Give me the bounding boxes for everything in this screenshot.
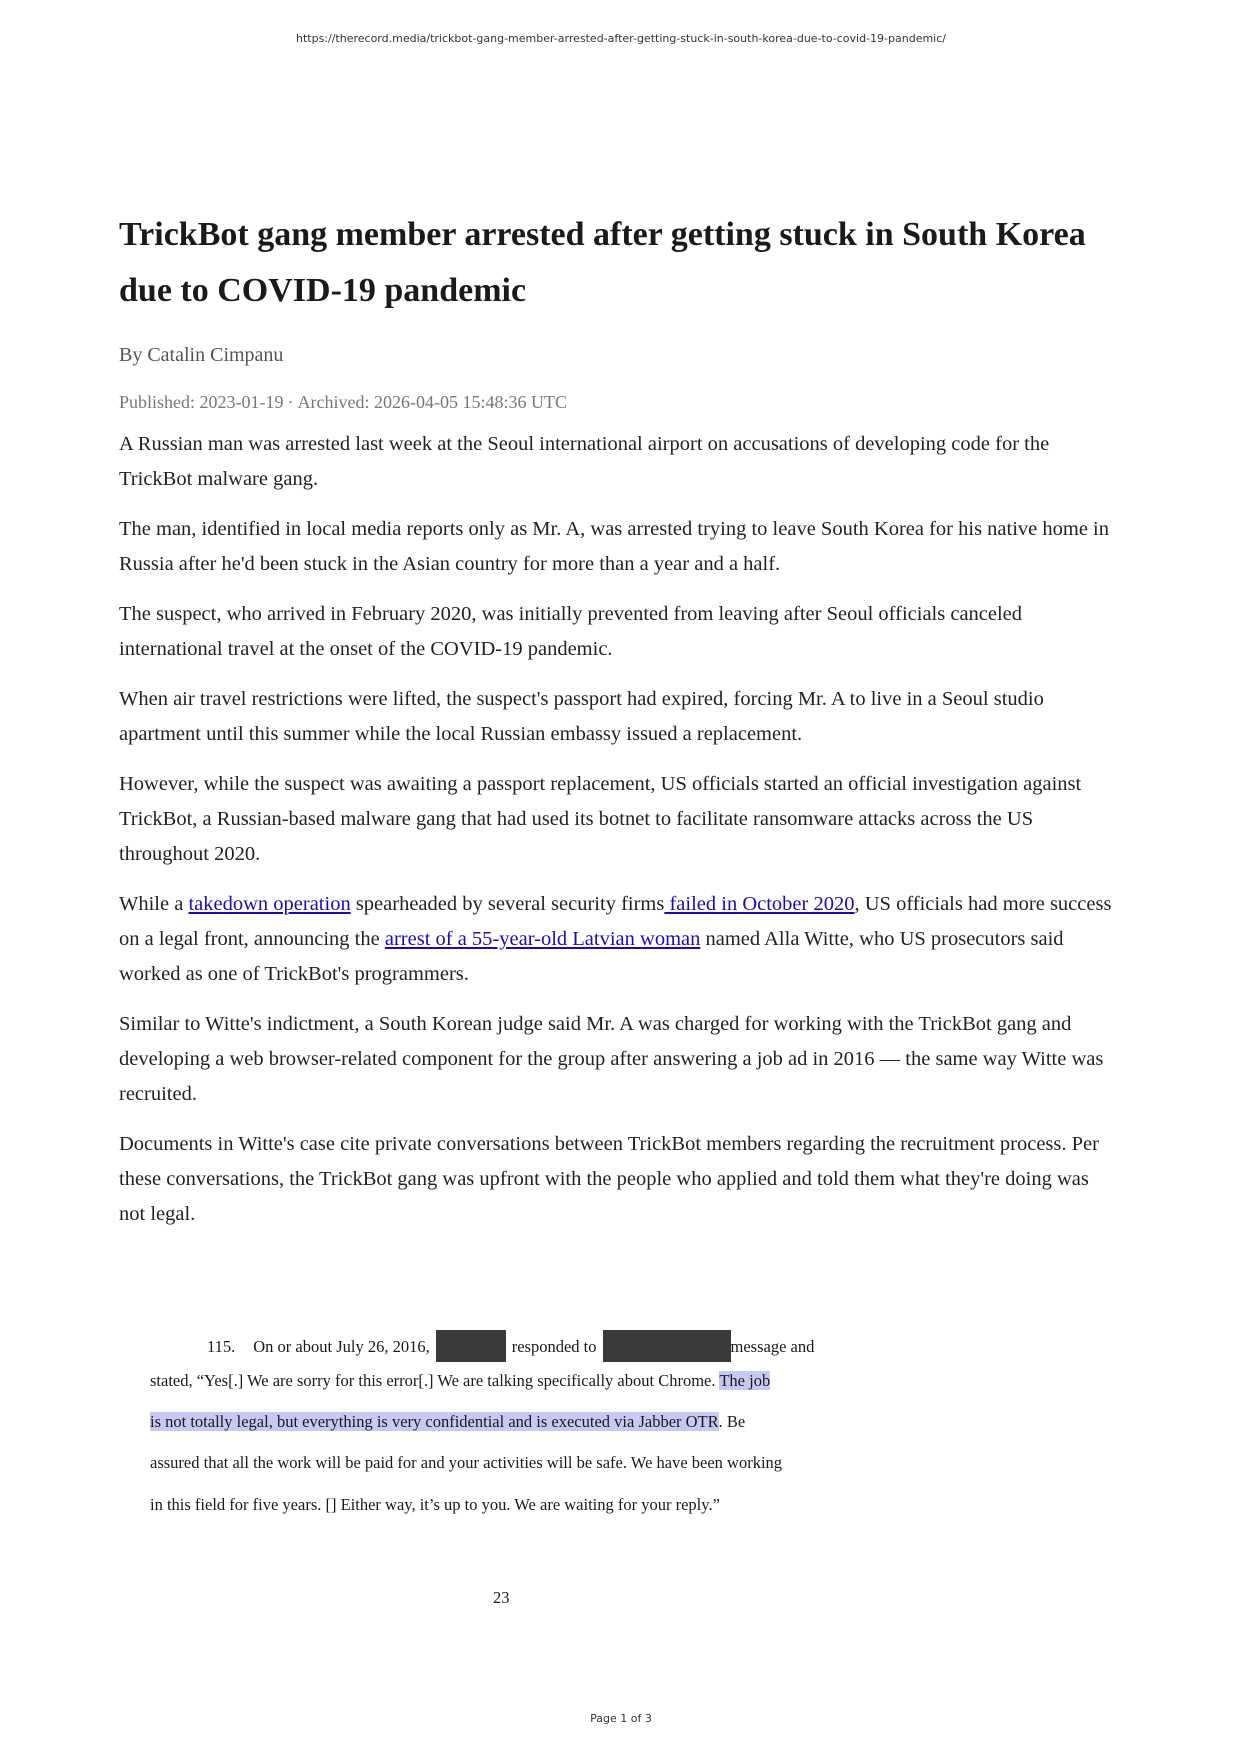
paragraph-text: named Alla Witte, who US prosecutors said worked as one of TrickBot's programmers. xyxy=(119,928,1064,985)
article-dates xyxy=(119,389,1119,415)
document-page-number: 23 xyxy=(493,1588,510,1607)
published-date: Published: 2023-01-19 xyxy=(119,392,284,412)
excerpt-text: responded to xyxy=(511,1337,597,1356)
article-paragraph: Similar to Witte's indictment, a South Korean judge said Mr. A was charged for working with the TrickBot gang and developing a web browser-related component for the group after answering a job ad in 2016 — the same way Witte was recruited. xyxy=(119,1013,1104,1105)
excerpt-text: stated, “Yes[.] We are sorry for this error[.] We are talking specifically about Chrome. xyxy=(150,1371,720,1390)
failed-october-2020-link[interactable]: failed in October 2020 xyxy=(664,893,855,915)
takedown-operation-link[interactable]: takedown operation xyxy=(188,893,351,915)
excerpt-text: On or about July 26, 2016, xyxy=(253,1337,430,1356)
excerpt-line xyxy=(150,1371,770,1391)
excerpt-line: in this field for five years. [] Either way, it’s up to you. We are waiting for your reply.” xyxy=(150,1495,720,1514)
paragraph-text: , US officials had more success on a legal front, announcing the xyxy=(119,893,1112,950)
latvian-woman-arrest-link[interactable]: arrest of a 55-year-old Latvian woman xyxy=(384,928,701,950)
article-paragraph: The suspect, who arrived in February 2020, was initially prevented from leaving after Seoul officials canceled international travel at the onset of the COVID-19 pandemic. xyxy=(119,603,1023,660)
highlighted-text: is not totally legal, but everything is very confidential and is executed via Jabber OTR xyxy=(150,1412,719,1431)
article-paragraph: A Russian man was arrested last week at the Seoul international airport on accusations of developing code for the TrickBot malware gang. xyxy=(119,433,1050,490)
excerpt-line xyxy=(207,1330,814,1362)
article xyxy=(119,207,1119,1232)
article-byline: By Catalin Cimpanu xyxy=(119,344,284,366)
article-paragraph: However, while the suspect was awaiting a passport replacement, US officials started an official investigation against TrickBot, a Russian-based malware gang that had used its botnet to facilitate ransomware attacks across the US throughout 2020. xyxy=(119,773,1082,865)
excerpt-text: message and xyxy=(730,1337,815,1356)
article-paragraph: When air travel restrictions were lifted, the suspect's passport had expired, forcing Mr. A to live in a Seoul studio apartment until this summer while the local Russian embassy issued a replacement. xyxy=(119,688,1044,745)
article-paragraph-with-links xyxy=(119,887,1119,992)
article-paragraph: The man, identified in local media reports only as Mr. A, was arrested trying to leave South Korea for his native home in Russia after he'd been stuck in the Asian country for more than a year and a half. xyxy=(119,518,1110,575)
excerpt-text: . Be xyxy=(718,1412,746,1431)
page-footer: Page 1 of 3 xyxy=(590,1712,652,1725)
paragraph-text: spearheaded by several security firms xyxy=(350,893,665,915)
court-document-excerpt-image xyxy=(150,1322,860,1642)
excerpt-line: assured that all the work will be paid for and your activities will be safe. We have been working xyxy=(150,1453,783,1472)
redaction-block xyxy=(603,1330,731,1362)
date-separator: · xyxy=(287,392,294,412)
archived-date: Archived: 2026-04-05 15:48:36 UTC xyxy=(297,392,567,412)
excerpt-line xyxy=(150,1412,745,1432)
article-title: TrickBot gang member arrested after getting stuck in South Korea due to COVID-19 pandemic xyxy=(119,216,1086,309)
highlighted-text: The job xyxy=(719,1371,771,1390)
redaction-block xyxy=(436,1330,506,1362)
page-url-header: https://therecord.media/trickbot-gang-member-arrested-after-getting-stuck-in-south-korea-due-to-covid-19-pandemic/ xyxy=(296,32,946,45)
paragraph-number: 115. xyxy=(207,1337,236,1356)
paragraph-text: While a xyxy=(119,893,189,915)
article-paragraph: Documents in Witte's case cite private conversations between TrickBot members regarding the recruitment process. Per these conversations, the TrickBot gang was upfront with the people who applied and told them what they're doing was not legal. xyxy=(119,1133,1099,1225)
